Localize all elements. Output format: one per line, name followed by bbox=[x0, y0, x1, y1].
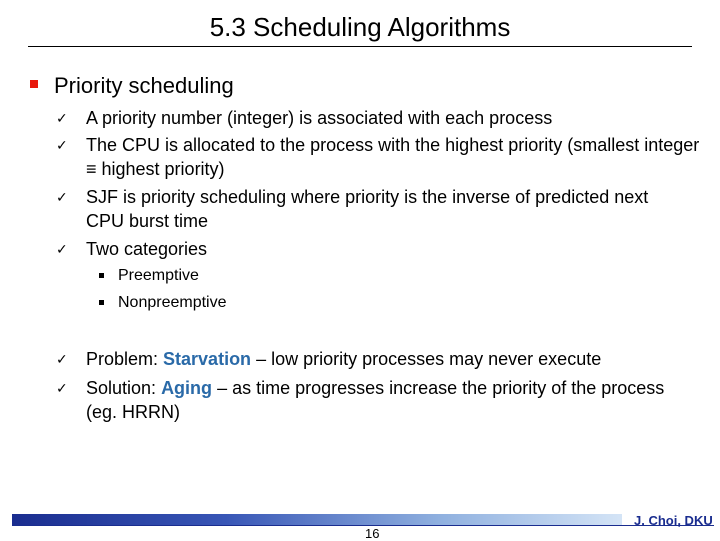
title-underline bbox=[28, 46, 692, 47]
checkmark-icon: ✓ bbox=[56, 111, 68, 127]
list-item-text: SJF is priority scheduling where priority is the inverse of predicted next CPU burst time bbox=[86, 187, 649, 231]
footer-rule bbox=[12, 525, 714, 526]
sub-list-item bbox=[118, 267, 199, 285]
problem-rest: – low priority processes may never execute bbox=[251, 349, 602, 369]
solution-prefix: Solution: bbox=[86, 378, 162, 398]
list-item bbox=[56, 133, 711, 181]
list-item-text: A priority number (integer) is associated with each process bbox=[86, 108, 553, 128]
small-square-bullet-icon bbox=[99, 300, 104, 305]
checkmark-icon: ✓ bbox=[56, 381, 68, 397]
solution-item bbox=[56, 376, 686, 424]
sub-list-item-text: Nonpreemptive bbox=[118, 294, 227, 311]
checkmark-icon: ✓ bbox=[56, 352, 68, 368]
list-item bbox=[56, 237, 686, 261]
page-number: 16 bbox=[365, 526, 380, 541]
list-item bbox=[56, 185, 686, 233]
heading-text: Priority scheduling bbox=[54, 73, 234, 98]
problem-item bbox=[56, 347, 686, 371]
slide-title: 5.3 Scheduling Algorithms bbox=[209, 12, 511, 42]
solution-rest: – as time progresses increase the priority of the process (eg. HRRN) bbox=[86, 378, 665, 422]
list-item-text: Two categories bbox=[86, 239, 208, 259]
small-square-bullet-icon bbox=[99, 273, 104, 278]
author-label: J. Choi, DKU bbox=[634, 513, 713, 528]
list-item-text: The CPU is allocated to the process with the highest priority (smallest integer ≡ highest priority) bbox=[86, 135, 700, 179]
square-bullet-icon bbox=[30, 80, 38, 88]
aging-keyword: Aging bbox=[161, 378, 213, 398]
sub-list-item-text: Preemptive bbox=[118, 267, 199, 284]
footer-gradient-bar bbox=[12, 514, 622, 525]
checkmark-icon: ✓ bbox=[56, 190, 68, 206]
sub-list-item bbox=[118, 294, 227, 312]
starvation-keyword: Starvation bbox=[163, 349, 252, 369]
problem-prefix: Problem: bbox=[86, 349, 164, 369]
checkmark-icon: ✓ bbox=[56, 242, 68, 258]
list-item bbox=[56, 106, 686, 130]
checkmark-icon: ✓ bbox=[56, 138, 68, 154]
